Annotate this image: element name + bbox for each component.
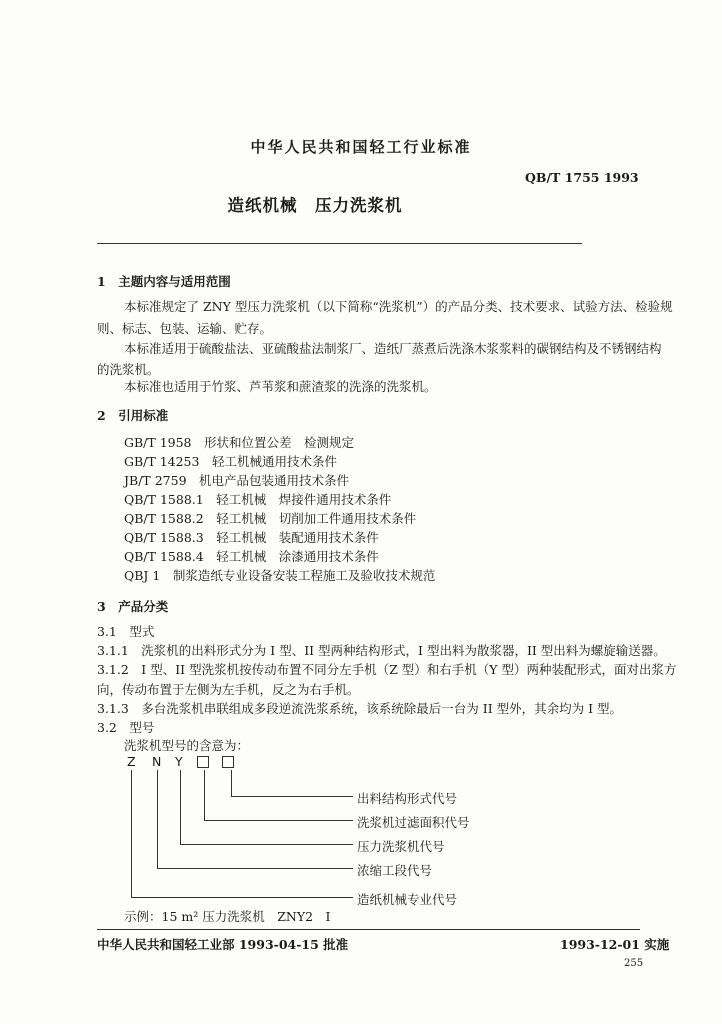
clause-3-2: 3.2 型号 xyxy=(97,720,155,735)
connector-line xyxy=(231,796,353,797)
code-label: 压力洗浆机代号 xyxy=(357,839,445,854)
clause-3-2-intro: 洗浆机型号的含意为： xyxy=(124,738,250,753)
clause-3-1-3: 3.1.3 多台洗浆机串联组成多段逆流洗浆系统，该系统除最后一台为 II 型外，其余均为 I 型。 xyxy=(97,701,623,716)
connector-line xyxy=(180,844,353,845)
connector-line xyxy=(131,770,132,897)
header-rule xyxy=(97,243,582,244)
model-example: 示例：15 m² 压力洗浆机 ZNY2 I xyxy=(124,909,331,924)
reference-item: QB/T 1588.3 轻工机械 装配通用技术条件 xyxy=(124,530,379,545)
implementation-date: 1993-12-01 实施 xyxy=(560,937,670,952)
section-1-paragraph-3: 本标准也适用于竹浆、芦苇浆和蔗渣浆的洗涤的洗浆机。 xyxy=(124,379,437,394)
section-1-heading: 1 主题内容与适用范围 xyxy=(97,274,231,289)
reference-item: QBJ 1 制浆造纸专业设备安装工程施工及验收技术规范 xyxy=(124,568,436,583)
standard-number: QB/T 1755 1993 xyxy=(525,170,639,185)
footer-rule xyxy=(97,929,640,930)
clause-3-1-1: 3.1.1 洗浆机的出料形式分为 I 型、II 型两种结构形式，I 型出料为散浆器，II 型出料为螺旋输送器。 xyxy=(97,643,666,658)
code-letter-n: N xyxy=(152,754,162,769)
connector-line xyxy=(157,868,353,869)
page-number: 255 xyxy=(624,958,644,969)
section-3-heading: 3 产品分类 xyxy=(97,599,169,614)
connector-line xyxy=(204,770,205,820)
reference-item: JB/T 2759 机电产品包装通用技术条件 xyxy=(124,473,350,488)
code-label: 浓缩工段代号 xyxy=(357,863,433,878)
connector-line xyxy=(180,770,181,844)
section-1-paragraph-2: 本标准适用于硫酸盐法、亚硫酸盐法制浆厂、造纸厂蒸煮后洗涤木浆浆料的碳钢结构及不锈钢结构 xyxy=(124,341,662,356)
clause-3-1-2-cont: 向，传动布置于左侧为左手机，反之为右手机。 xyxy=(97,682,360,697)
reference-item: GB/T 1958 形状和位置公差 检测规定 xyxy=(124,435,355,450)
code-label: 洗浆机过滤面积代号 xyxy=(357,815,470,830)
reference-item: QB/T 1588.4 轻工机械 涂漆通用技术条件 xyxy=(124,549,379,564)
org-title: 中华人民共和国轻工行业标准 xyxy=(250,138,472,156)
clause-3-1: 3.1 型式 xyxy=(97,624,155,639)
code-box-area xyxy=(197,756,209,768)
connector-line xyxy=(131,897,353,898)
code-letter-y: Y xyxy=(175,754,183,769)
approval-note: 中华人民共和国轻工业部 1993-04-15 批准 xyxy=(97,937,349,952)
connector-line xyxy=(231,770,232,796)
connector-line xyxy=(204,820,353,821)
code-letter-z: Z xyxy=(127,754,136,769)
section-1-paragraph-1: 本标准规定了 ZNY 型压力洗浆机（以下简称“洗浆机”）的产品分类、技术要求、试验方法、检验规 xyxy=(124,299,673,314)
document-title: 造纸机械 压力洗浆机 xyxy=(227,196,403,215)
section-1-paragraph-1-cont: 则、标志、包装、运输、贮存。 xyxy=(97,321,273,336)
connector-line xyxy=(157,770,158,868)
clause-3-1-2: 3.1.2 I 型、II 型洗浆机按传动布置不同分左手机（Z 型）和右手机（Y 型）两种装配形式，面对出浆方 xyxy=(97,662,677,677)
code-box-type xyxy=(222,756,234,768)
reference-item: QB/T 1588.2 轻工机械 切削加工件通用技术条件 xyxy=(124,511,417,526)
section-1-paragraph-2-cont: 的洗浆机。 xyxy=(97,362,160,377)
code-label: 造纸机械专业代号 xyxy=(357,892,458,907)
reference-item: QB/T 1588.1 轻工机械 焊接件通用技术条件 xyxy=(124,492,392,507)
reference-item: GB/T 14253 轻工机械通用技术条件 xyxy=(124,454,337,469)
code-label: 出料结构形式代号 xyxy=(357,791,458,806)
section-2-heading: 2 引用标准 xyxy=(97,408,169,423)
